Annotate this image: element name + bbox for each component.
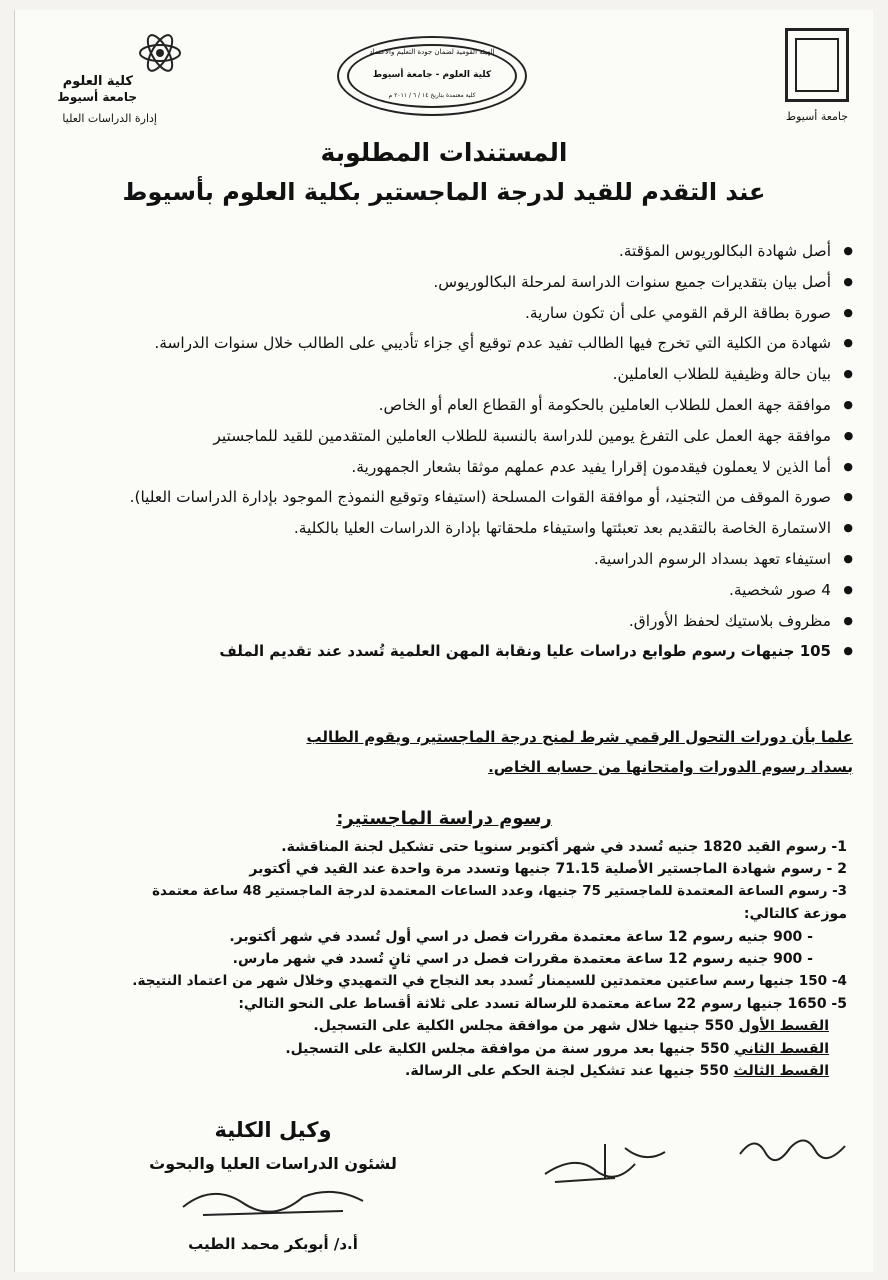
list-item: ● أصل بيان بتقديرات جميع سنوات الدراسة لمرحلة البكالوريوس.: [35, 267, 853, 298]
list-item: ● بيان حالة وظيفية للطلاب العاملين.: [35, 359, 853, 390]
signature-stroke: [173, 1177, 373, 1221]
installment-text: 550 جنيها عند تشكيل لجنة الحكم على الرسالة.: [405, 1063, 729, 1080]
fees-list: [25, 836, 847, 1082]
list-item: ● الاستمارة الخاصة بالتقديم بعد تعبئتها واستيفاء ملحقاتها بإدارة الدراسات العليا بالكلية.: [35, 513, 853, 544]
fees-section-title: رسوم دراسة الماجستير:: [336, 808, 552, 829]
university-caption: جامعة أسيوط: [785, 110, 849, 123]
installment-label: القسط الثالث: [733, 1063, 829, 1080]
handwritten-signature: [535, 1134, 675, 1190]
list-item: ● أما الذين لا يعملون فيقدمون إقرارا يفيد عدم عملهم موثقا بشعار الجمهورية.: [35, 452, 853, 483]
note-line: علما بأن دورات التحول الرقمي شرط لمنح درجة الماجستير، ويقوم الطالب: [306, 728, 853, 746]
installment-text: 550 جنيها خلال شهر من موافقة مجلس الكلية على التسجيل.: [313, 1018, 734, 1035]
installment-row: [25, 1038, 847, 1060]
seal-bottom-text: كلية معتمدة بتاريخ ١٤ / ٦ / ٢٠١١ م: [388, 92, 476, 99]
signatory-name: أ.د/ أبوبكر محمد الطيب: [188, 1235, 358, 1253]
list-item: ● موافقة جهة العمل على التفرغ يومين للدراسة بالنسبة للطلاب العاملين المتقدمين للقيد للماجستير: [35, 421, 853, 452]
page-subtitle: عند التقدم للقيد لدرجة الماجستير بكلية العلوم بأسيوط: [122, 178, 766, 206]
installment-label: القسط الأول: [738, 1018, 829, 1035]
letterhead: [15, 10, 873, 128]
fee-item: 4- 150 جنيها رسم ساعتين معتمدتين للسيمنار تُسدد بعد النجاح في التمهيدي وخلال شهر من اعتماد النتيجة.: [132, 973, 847, 990]
atom-icon: [135, 28, 185, 78]
installment-row: [25, 1060, 847, 1082]
university-emblem-icon: [785, 28, 849, 102]
seal-middle-text: كلية العلوم - جامعة أسيوط: [372, 70, 492, 80]
signatory-subtitle: لشئون الدراسات العليا والبحوث: [149, 1154, 397, 1173]
accreditation-seal: [337, 36, 527, 116]
list-item: ● صورة الموقف من التجنيد، أو موافقة القوات المسلحة (استيفاء وتوقيع النموذج الموجود بإدارة الدراسات العليا).: [35, 482, 853, 513]
signatory-signature: [133, 1177, 413, 1221]
list-item: ● 4 صور شخصية.: [35, 575, 853, 606]
fee-item: موزعة كالتالي:: [743, 906, 847, 923]
note-line: بسداد رسوم الدورات وامتحانها من حسابه الخاص.: [488, 758, 853, 776]
list-item: ● صورة بطاقة الرقم القومي على أن تكون سارية.: [35, 298, 853, 329]
installment-row: [25, 1015, 847, 1037]
list-item: ● أصل شهادة البكالوريوس المؤقتة.: [35, 236, 853, 267]
list-item: ● 105 جنيهات رسوم طوابع دراسات عليا ونقابة المهن العلمية تُسدد عند تقديم الملف: [35, 636, 853, 667]
handwritten-initials: [735, 1124, 855, 1168]
fee-item: 2 - رسوم شهادة الماجستير الأصلية 71.15 جنيها وتسدد مرة واحدة عند القيد في أكتوبر: [249, 861, 847, 878]
faculty-name: كلية العلوم: [62, 74, 133, 89]
signature-block: [133, 1118, 413, 1253]
fee-item: 3- رسوم الساعة المعتمدة للماجستير 75 جنيها، وعدد الساعات المعتمدة لدرجة الماجستير 48 ساعة معتمدة: [152, 883, 847, 899]
fee-item: 5- 1650 جنيها رسوم 22 ساعة معتمدة للرسالة تسدد على ثلاثة أقساط على النحو التالي:: [238, 995, 847, 1012]
faculty-logo: [27, 28, 197, 124]
fee-item: 1- رسوم القيد 1820 جنيه تُسدد في شهر أكتوبر سنويا حتى تشكيل لجنة المناقشة.: [281, 839, 847, 855]
installment-label: القسط الثاني: [734, 1040, 829, 1057]
university-logo: [781, 28, 853, 123]
signatory-title: وكيل الكلية: [214, 1118, 332, 1142]
page-title: المستندات المطلوبة: [320, 138, 568, 167]
requirements-list: [35, 236, 853, 667]
installment-text: 550 جنيها بعد مرور سنة من موافقة مجلس الكلية على التسجيل.: [285, 1040, 730, 1057]
list-item: ● موافقة جهة العمل للطلاب العاملين بالحكومة أو القطاع العام أو الخاص.: [35, 390, 853, 421]
faculty-university: جامعة أسيوط: [57, 90, 137, 104]
fee-item: - 900 جنيه رسوم 12 ساعة معتمدة مقررات فصل در اسي أول تُسدد في شهر أكتوبر.: [229, 928, 813, 945]
fee-item: - 900 جنيه رسوم 12 ساعة معتمدة مقررات فصل در اسي ثانٍ تُسدد في شهر مارس.: [232, 951, 813, 968]
list-item: ● استيفاء تعهد بسداد الرسوم الدراسية.: [35, 544, 853, 575]
list-item: ● شهادة من الكلية التي تخرج فيها الطالب تفيد عدم توقيع أي جزاء تأديبي على الطالب خلال سنوات الدراسة.: [35, 328, 853, 359]
list-item: ● مظروف بلاستيك لحفظ الأوراق.: [35, 606, 853, 637]
document-page: [14, 10, 873, 1272]
digital-courses-note: [27, 722, 853, 782]
seal-top-text: الهيئة القومية لضمان جودة التعليم والاعتماد: [369, 48, 495, 56]
faculty-department: إدارة الدراسات العليا: [62, 112, 157, 125]
